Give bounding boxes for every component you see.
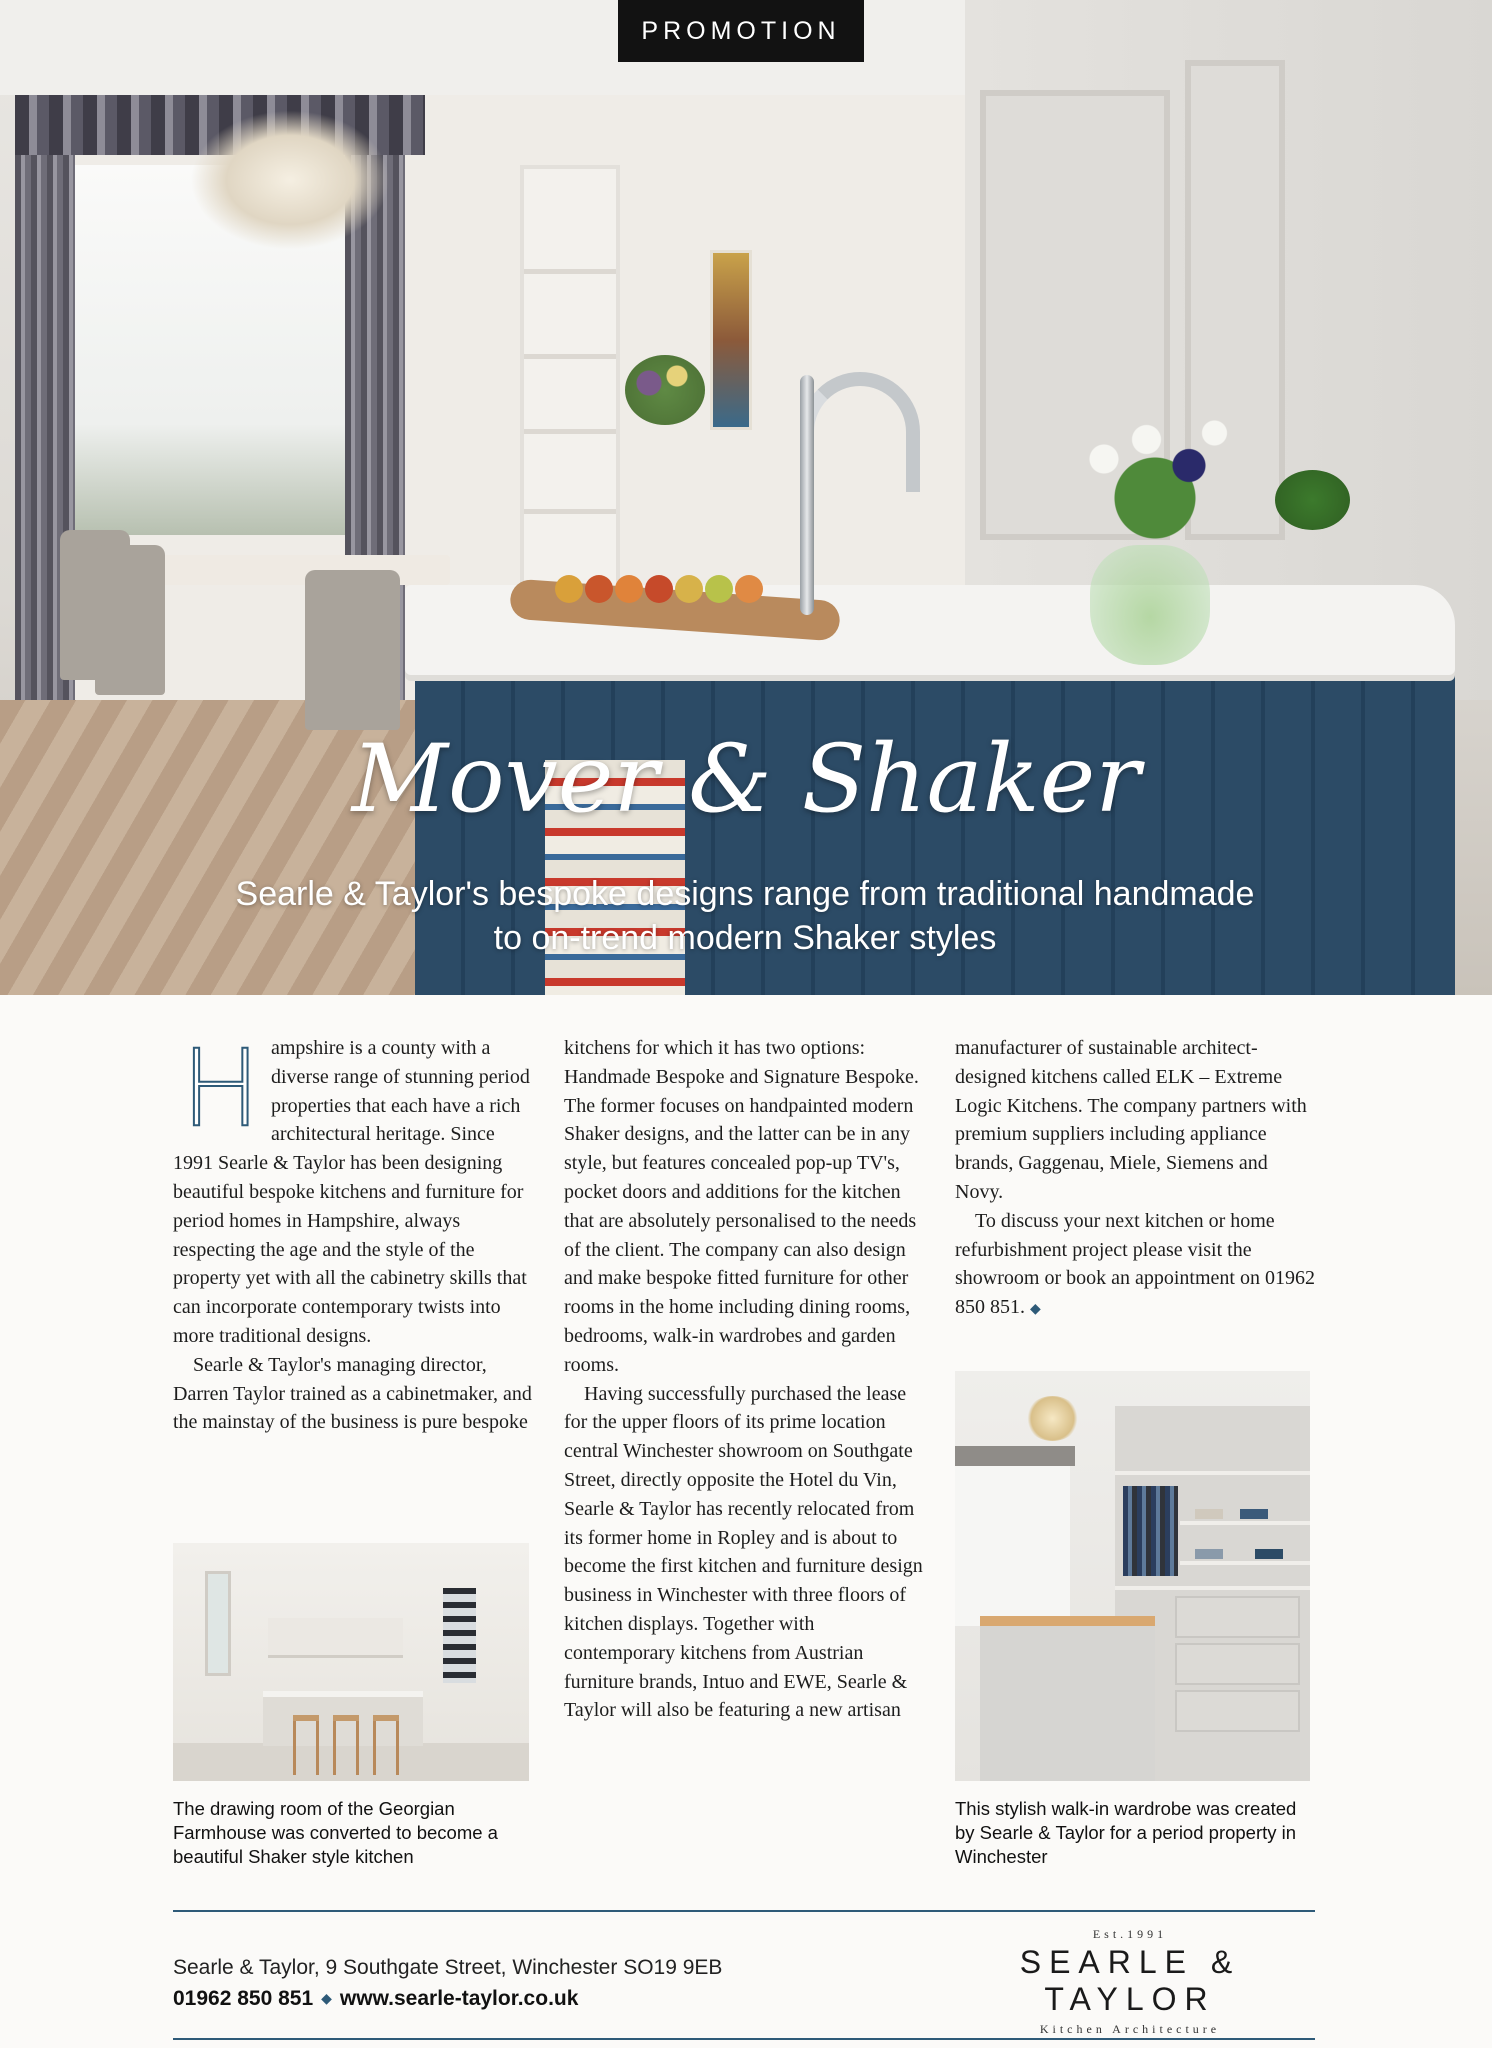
wardrobe-photo-clothes <box>1123 1486 1178 1576</box>
article-column-2 <box>564 1034 924 1725</box>
article-column-3 <box>955 1034 1315 1325</box>
wardrobe-folded-item <box>1195 1509 1223 1519</box>
article-paragraph: kitchens for which it has two options: Handmade Bespoke and Signature Bespoke. The former focuses on handpainted modern Shaker designs, and the latter can be in any style, but features concealed pop-up TV's, pocket doors and additions for the kitchen that are absolutely personalised to the needs of the client. The company can also design and make bespoke fitted furniture for other rooms in the home including dining rooms, bedrooms, walk-in wardrobes and garden rooms. <box>564 1037 919 1376</box>
hero-chair <box>305 570 400 730</box>
searle-taylor-logo <box>940 1927 1320 2037</box>
hero-tap <box>800 375 814 615</box>
standfirst <box>200 872 1290 960</box>
standfirst-line: Searle & Taylor's bespoke designs range from traditional handmade <box>235 875 1255 913</box>
footer-rule-top <box>173 1910 1315 1912</box>
footer-contact <box>173 1987 578 2011</box>
wardrobe-drawer <box>1175 1596 1300 1638</box>
hero-fruit <box>585 575 613 603</box>
footer-rule-bottom <box>173 2038 1315 2040</box>
logo-name: SEARLE & TAYLOR <box>1019 1944 1241 2017</box>
kitchen-photo-stool <box>333 1715 359 1775</box>
end-mark-icon: ◆ <box>1030 1302 1041 1318</box>
dropcap-letter: H <box>181 1027 261 1150</box>
hero-painting <box>710 250 752 430</box>
article-paragraph: Having successfully purchased the lease for the upper floors of its prime location central Winchester showroom on Southgate Street, directly opposite the Hotel du Vin, Searle & Taylor has recently relocated from its former home in Ropley and is about to become the first kitchen and furniture design business in Winchester with three floors of kitchen displays. Together with contemporary kitchens from Austrian furniture brands, Intuo and EWE, Searle & Taylor will also be featuring a new artisan <box>564 1382 923 1722</box>
hero-fruit <box>735 575 763 603</box>
hero-fruit <box>615 575 643 603</box>
kitchen-photo-glazed-door <box>443 1588 476 1683</box>
wardrobe-folded-item <box>1255 1549 1283 1559</box>
hero-dining-table <box>150 555 450 585</box>
article-paragraph <box>173 1027 533 1351</box>
headline: Mover & Shaker <box>351 725 1141 834</box>
hero-fruit <box>675 575 703 603</box>
hero-fruit <box>555 575 583 603</box>
logo-tagline: Kitchen Architecture <box>1039 2022 1221 2036</box>
wardrobe-shelf <box>1115 1471 1310 1475</box>
logo-established: Est.1991 <box>1092 1927 1168 1941</box>
hero-chandelier <box>190 110 390 250</box>
wardrobe-photo <box>955 1371 1310 1781</box>
kitchen-photo-stool <box>293 1715 319 1775</box>
hero-tulips <box>1070 420 1240 550</box>
hero-fruit <box>705 575 733 603</box>
hero-chair <box>95 545 165 695</box>
kitchen-photo-caption: The drawing room of the Georgian Farmhouse was converted to become a beautiful Shaker style kitchen <box>173 1798 498 1867</box>
article-paragraph: Searle & Taylor's managing director, Darren Taylor trained as a cabinetmaker, and the mainstay of the business is pure bespoke <box>173 1353 532 1434</box>
wardrobe-shelf <box>1180 1561 1310 1565</box>
hero-photo <box>0 0 1492 995</box>
footer-website-link[interactable]: www.searle-taylor.co.uk <box>339 1987 579 2010</box>
hero-tap <box>800 372 920 492</box>
footer-address: Searle & Taylor, 9 Southgate Street, Winchester SO19 9EB <box>173 1956 723 1979</box>
article-paragraph <box>955 1207 1315 1325</box>
wardrobe-photo-chandelier <box>1025 1396 1080 1441</box>
wardrobe-photo-window <box>955 1466 1070 1626</box>
article-paragraph: manufacturer of sustainable architect-designed kitchens called ELK – Extreme Logic Kitchens. The company partners with premium suppliers including appliance brands, Gaggenau, Miele, Siemens and Novy. <box>955 1037 1307 1203</box>
wardrobe-shelf <box>1180 1521 1310 1525</box>
standfirst-line: to on-trend modern Shaker styles <box>493 919 997 957</box>
wardrobe-shelf <box>1115 1586 1310 1590</box>
dropcap <box>173 1027 265 1150</box>
article-column-1 <box>173 1027 533 1437</box>
kitchen-photo-window <box>205 1571 231 1676</box>
kitchen-photo <box>173 1543 529 1781</box>
paragraph-text: ampshire is a county with a diverse range of stunning period properties that each have a rich architectural heritage. Since 1991 Searle & Taylor has been designing beautiful bespoke kitchens and furniture for period homes in Hampshire, always respecting the age and the style of the property yet with all the cabinetry skills that can incorporate contemporary twists into more traditional designs. <box>173 1037 530 1347</box>
wardrobe-folded-item <box>1195 1549 1223 1559</box>
wardrobe-photo-blind <box>955 1446 1075 1466</box>
wardrobe-drawer <box>1175 1643 1300 1685</box>
hero-plant <box>1275 470 1350 530</box>
wardrobe-photo-caption: This stylish walk-in wardrobe was created by Searle & Taylor for a period property in Winchester <box>955 1798 1297 1867</box>
wardrobe-photo-island <box>980 1616 1155 1781</box>
promotion-label: PROMOTION <box>641 16 841 45</box>
diamond-icon: ◆ <box>321 1990 332 2006</box>
paragraph-text: To discuss your next kitchen or home refurbishment project please visit the showroom or book an appointment on 01962 850 851. <box>955 1209 1315 1319</box>
hero-vase <box>1090 545 1210 665</box>
hero-flowers <box>625 355 705 425</box>
wardrobe-drawer <box>1175 1690 1300 1732</box>
kitchen-photo-stool <box>373 1715 399 1775</box>
promotion-badge <box>618 0 864 62</box>
footer-phone: 01962 850 851 <box>173 1987 314 2010</box>
hero-fruit <box>645 575 673 603</box>
wardrobe-folded-item <box>1240 1509 1268 1519</box>
hero-shelving <box>520 165 620 595</box>
kitchen-photo-cabinets <box>268 1618 403 1658</box>
